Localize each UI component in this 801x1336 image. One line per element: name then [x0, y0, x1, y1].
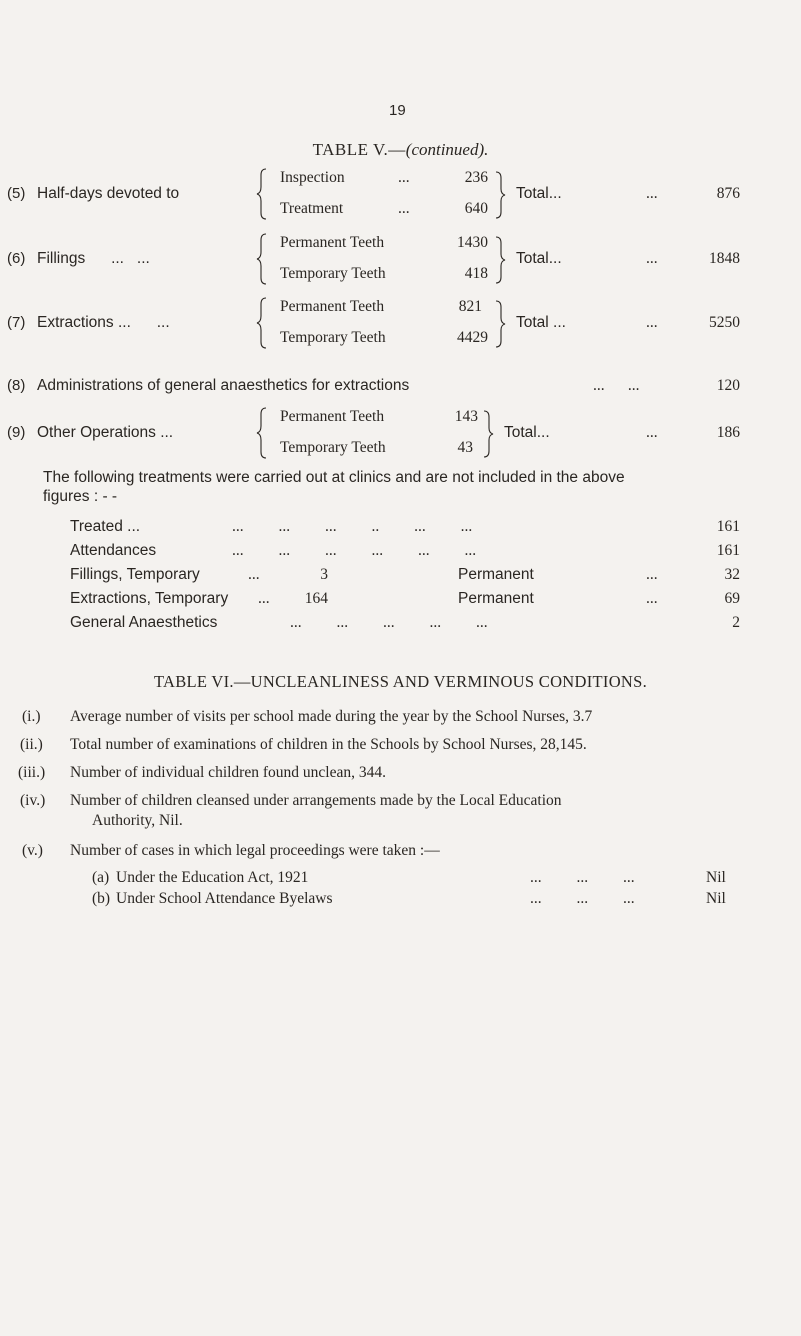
clinic-row-attendances-leader: ... ... ... ... ... ... [232, 542, 477, 559]
row9-label: Other Operations ... [37, 424, 174, 441]
row5-number: (5) [7, 185, 26, 202]
clinic-row-extractions-leader2: ... [646, 590, 658, 607]
clinic-row-treated-label: Treated ... [70, 518, 141, 535]
clinic-row-attendances-value: 161 [716, 542, 740, 559]
clinic-row-treated-leader: ... ... ... .. ... ... [232, 518, 473, 535]
row7-total-leader: ... [646, 314, 658, 331]
table5-title [0, 140, 801, 160]
row9-sub1-name: Permanent Teeth [280, 408, 385, 425]
table6-item-ii-text: Total number of examinations of children in the Schools by School Nurses, 28,145. [70, 736, 587, 753]
row6-right-brace [494, 235, 508, 285]
row6-total-leader: ... [646, 250, 658, 267]
row5-sub2-name: Treatment [280, 200, 344, 217]
row5-sub2-value: 640 [464, 200, 488, 217]
row7-total-label: Total ... [516, 314, 566, 331]
row8-label: Administrations of general anaesthetics for extractions [37, 377, 410, 394]
table6-item-iii-text: Number of individual children found unclean, 344. [70, 764, 386, 781]
row5-sub2-leader: ... [398, 200, 410, 217]
row9-total-label: Total... [504, 424, 550, 441]
table6-title: TABLE VI.—UNCLEANLINESS AND VERMINOUS CONDITIONS. [153, 672, 648, 691]
clinic-row-treated-value: 161 [716, 518, 740, 535]
clinic-row-attendances-label: Attendances [70, 542, 157, 559]
clinic-row-fillings-leader: ... [248, 566, 260, 583]
row5-sub1-name: Inspection [280, 169, 345, 186]
table6-item-i-text: Average number of visits per school made during the year by the School Nurses, 3.7 [70, 708, 593, 725]
row8-total-value: 120 [716, 377, 740, 394]
row6-label: Fillings ... ... [37, 250, 150, 267]
clinic-row-fillings-label: Fillings, Temporary [70, 566, 200, 583]
clinic-row-fillings-leader2: ... [646, 566, 658, 583]
row8-number: (8) [7, 377, 26, 394]
row7-sub1-name: Permanent Teeth [280, 298, 385, 315]
row9-left-brace [256, 406, 270, 460]
row7-right-brace [494, 299, 508, 349]
page-number: 19 [389, 102, 406, 119]
clinic-row-extractions-permanent-label: Permanent [458, 590, 534, 607]
row6-total-label: Total... [516, 250, 562, 267]
row9-sub2-value: 43 [457, 439, 473, 456]
clinic-note-line1: The following treatments were carried out at clinics and are not included in the above [43, 469, 625, 486]
row9-total-leader: ... [646, 424, 658, 441]
row6-sub1-value: 1430 [457, 234, 488, 251]
row5-total-label: Total... [516, 185, 562, 202]
table6-sub-a-text: Under the Education Act, 1921 [116, 869, 309, 886]
clinic-row-extractions-leader: ... [258, 590, 270, 607]
row7-left-brace [256, 296, 270, 350]
table6-item-i-number: (i.) [22, 708, 41, 725]
row6-left-brace [256, 232, 270, 286]
row6-total-value: 1848 [709, 250, 740, 267]
row5-total-value: 876 [716, 185, 740, 202]
table6-item-iii-number: (iii.) [18, 764, 46, 781]
row6-sub2-value: 418 [464, 265, 488, 282]
clinic-note-line2: figures : - - [43, 488, 118, 505]
row7-number: (7) [7, 314, 26, 331]
table6-item-v-number: (v.) [22, 842, 43, 859]
clinic-row-fillings-value: 32 [724, 566, 740, 583]
row6-sub1-name: Permanent Teeth [280, 234, 385, 251]
row5-right-brace [494, 170, 508, 220]
table6-sub-b-letter: (b) [92, 890, 111, 907]
table6-item-iv-text: Number of children cleansed under arrangements made by the Local Education [70, 792, 562, 809]
table6-sub-b-text: Under School Attendance Byelaws [116, 890, 333, 907]
row6-number: (6) [7, 250, 26, 267]
table6-item-v-text: Number of cases in which legal proceedings were taken :— [70, 842, 440, 859]
row7-sub2-value: 4429 [457, 329, 488, 346]
clinic-row-fillings-temporary: 3 [320, 566, 328, 583]
row5-left-brace [256, 167, 270, 221]
clinic-row-anaesthetics-label: General Anaesthetics [70, 614, 218, 631]
clinic-row-anaesthetics-value: 2 [732, 614, 740, 631]
row8-leader: ... ... [593, 377, 640, 394]
table6-sub-b-leader: ... ... ... [530, 890, 635, 907]
row5-sub1-value: 236 [464, 169, 488, 186]
table6-item-ii-number: (ii.) [20, 736, 43, 753]
row7-total-value: 5250 [709, 314, 740, 331]
row5-label: Half-days devoted to [37, 185, 180, 202]
row9-total-value: 186 [716, 424, 740, 441]
row5-total-leader: ... [646, 185, 658, 202]
row7-sub1-value: 821 [458, 298, 482, 315]
row7-sub2-name: Temporary Teeth [280, 329, 386, 346]
table6-sub-a-value: Nil [706, 869, 726, 886]
clinic-row-extractions-label: Extractions, Temporary [70, 590, 229, 607]
table6-sub-a-leader: ... ... ... [530, 869, 635, 886]
clinic-row-anaesthetics-leader: ... ... ... ... ... [290, 614, 488, 631]
table6-sub-b-value: Nil [706, 890, 726, 907]
row9-sub2-name: Temporary Teeth [280, 439, 386, 456]
table5-title-main: TABLE V.— [312, 140, 406, 159]
table6-item-iv-text2: Authority, Nil. [92, 812, 183, 829]
clinic-row-extractions-value: 69 [724, 590, 740, 607]
row9-right-brace [482, 409, 496, 459]
row5-sub1-leader: ... [398, 169, 410, 186]
clinic-row-extractions-temporary: 164 [304, 590, 328, 607]
table6-item-iv-number: (iv.) [20, 792, 46, 809]
table5-title-continued: (continued). [405, 140, 489, 159]
row9-sub1-value: 143 [454, 408, 478, 425]
table6-sub-a-letter: (a) [92, 869, 110, 886]
row9-number: (9) [7, 424, 26, 441]
row6-sub2-name: Temporary Teeth [280, 265, 386, 282]
row7-label: Extractions ... ... [37, 314, 170, 331]
clinic-row-fillings-permanent-label: Permanent [458, 566, 534, 583]
